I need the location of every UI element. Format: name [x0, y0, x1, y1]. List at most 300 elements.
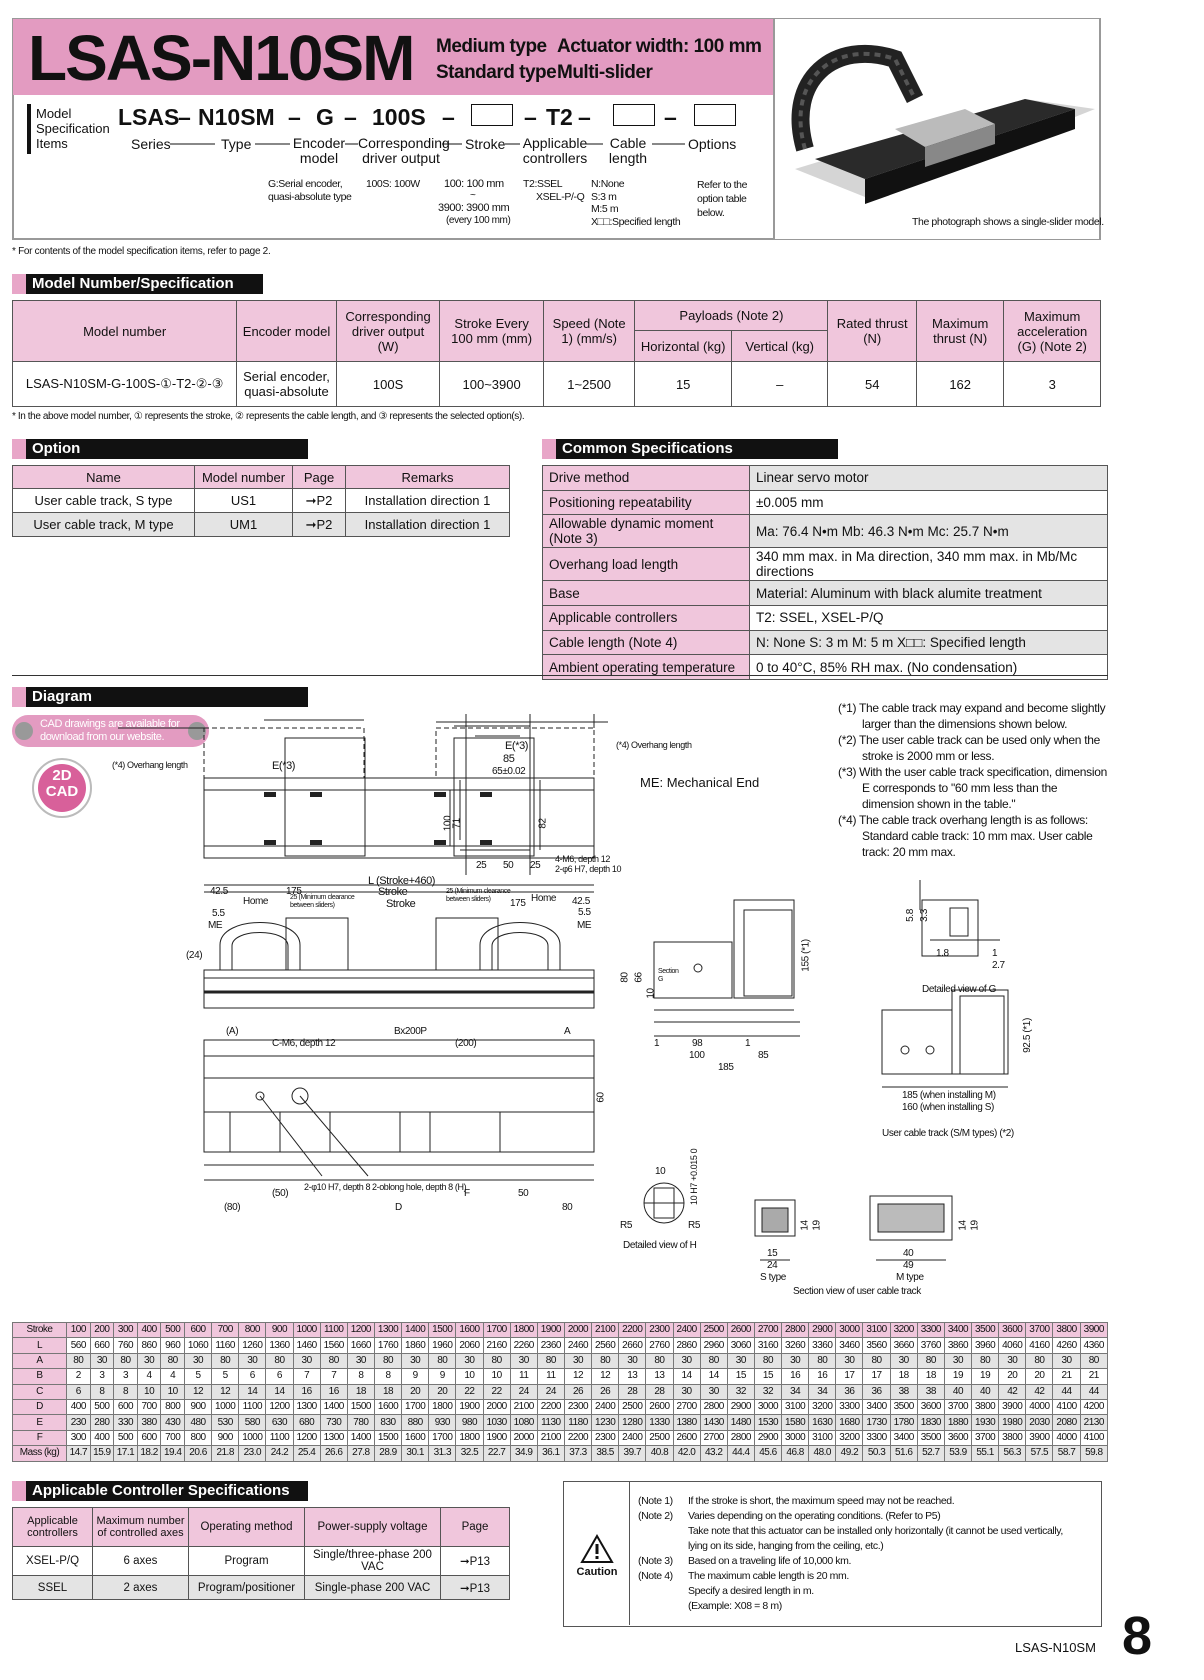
- cad-badge[interactable]: 2D CAD: [32, 758, 92, 818]
- stroke-table-cell: 3560: [863, 1338, 890, 1353]
- stroke-table-cell: 1700: [402, 1399, 429, 1414]
- stroke-table-cell: 22.7: [483, 1446, 510, 1461]
- stroke-table-cell: 42.0: [673, 1446, 700, 1461]
- stroke-table-cell: 3600: [917, 1399, 944, 1414]
- caution-notes: (Note 1) If the stroke is short, the maximum speed may not be reached. (Note 2) Varies depending on the operating conditions. (Refer to P5) Take note that this actuator can be installed only horizontally (it cannot be used vertically, lying on its side, hanging from the ceiling, etc.) (Note 3) Based on a traveling life of 10,000 km. (Note 4) The maximum cable length is 20 mm. Specify a desired length in m. (Example: X08 = 8 m): [638, 1495, 1063, 1612]
- stroke-table-cell: 2760: [646, 1338, 673, 1353]
- stroke-table-cell: 500: [161, 1323, 185, 1338]
- stroke-table-cell: 3600: [999, 1323, 1026, 1338]
- stroke-table-cell: 3900: [1080, 1323, 1107, 1338]
- stroke-table-cell: 960: [161, 1338, 185, 1353]
- stroke-table-cell: 800: [161, 1399, 185, 1414]
- stroke-table-row: [13, 1446, 1108, 1461]
- stroke-table-cell: 30: [293, 1353, 320, 1368]
- stroke-table-cell: 600: [184, 1323, 211, 1338]
- stroke-table-cell: 880: [402, 1415, 429, 1430]
- stroke-table-cell: 52.7: [917, 1446, 944, 1461]
- stroke-table-cell: 30: [673, 1353, 700, 1368]
- stroke-table-cell: 2100: [537, 1430, 564, 1445]
- stroke-table-cell: 26.6: [320, 1446, 347, 1461]
- stroke-table-cell: 2460: [564, 1338, 591, 1353]
- width-line1: Actuator width: 100 mm: [557, 36, 762, 57]
- stroke-table-cell: 16: [293, 1384, 320, 1399]
- stroke-table-cell: 30: [944, 1353, 971, 1368]
- stroke-table-cell: 45.6: [754, 1446, 781, 1461]
- stroke-table-cell: 1780: [890, 1415, 917, 1430]
- stroke-table-cell: 1600: [374, 1399, 401, 1414]
- stroke-table-cell: 30: [347, 1353, 374, 1368]
- stroke-table-cell: 12: [184, 1384, 211, 1399]
- controller-row: SSEL 2 axes Program/positioner Single-phase 200 VAC ➞P13: [13, 1576, 510, 1600]
- stroke-table-cell: 1400: [402, 1323, 429, 1338]
- stroke-table-cell: 1860: [402, 1338, 429, 1353]
- stroke-table-cell: 1600: [402, 1430, 429, 1445]
- stroke-table-cell: 3100: [809, 1430, 836, 1445]
- stroke-table-cell: 50.3: [863, 1446, 890, 1461]
- stroke-table-cell: 2600: [727, 1323, 754, 1338]
- stroke-table-cell: 4160: [1026, 1338, 1053, 1353]
- stroke-table-row: [13, 1369, 1108, 1384]
- stroke-table-cell: 2500: [619, 1399, 646, 1414]
- stroke-table-cell: 3000: [836, 1323, 863, 1338]
- stroke-table-cell: 30: [90, 1353, 114, 1368]
- stroke-table-cell: 30: [999, 1353, 1026, 1368]
- stroke-table-cell: 43.2: [700, 1446, 727, 1461]
- stroke-table-cell: 11: [510, 1369, 537, 1384]
- stroke-table-cell: 3200: [809, 1399, 836, 1414]
- stroke-table-cell: 1900: [456, 1399, 483, 1414]
- stroke-table-cell: 13: [619, 1369, 646, 1384]
- stroke-table-cell: 1200: [347, 1323, 374, 1338]
- stroke-table-cell: 1900: [537, 1323, 564, 1338]
- stroke-table-cell: 34: [809, 1384, 836, 1399]
- stroke-table-cell: 30: [184, 1353, 211, 1368]
- cad-download-banner[interactable]: CAD drawings are available for download from our website.: [12, 715, 209, 747]
- stroke-table-cell: 1530: [754, 1415, 781, 1430]
- stroke-table-cell: 10: [483, 1369, 510, 1384]
- page-link[interactable]: ➞P13: [441, 1547, 510, 1576]
- stroke-table-cell: 32.5: [456, 1446, 483, 1461]
- stroke-table-cell: 58.7: [1053, 1446, 1080, 1461]
- stroke-table-cell: 400: [137, 1323, 161, 1338]
- stroke-table-cell: 1060: [184, 1338, 211, 1353]
- stroke-table-cell: 860: [137, 1338, 161, 1353]
- stroke-table-header-cell: F: [13, 1430, 67, 1445]
- encoder-note: G:Serial encoder, quasi-absolute type: [268, 178, 352, 203]
- stroke-table-cell: 600: [114, 1399, 138, 1414]
- stroke-table-cell: 4000: [1026, 1399, 1053, 1414]
- spec-table: Model number Encoder model Corresponding driver output (W) Stroke Every 100 mm (mm) Speed (Note 1) (mm/s) Payloads (Note 2) Rated thrust (N) Maximum thrust (N) Maximum acceleration (G) (Note 2) Horizontal (kg) Vertical (kg) LSAS-N10SM-G-100S-①-T2-②-③ Serial encoder, quasi-absolute 100S 100~3900 1~2500 15 – 54 162 3: [12, 300, 1101, 407]
- stroke-table-cell: 800: [184, 1430, 211, 1445]
- stroke-table-cell: 600: [137, 1430, 161, 1445]
- stroke-table-cell: 700: [212, 1323, 239, 1338]
- stroke-table-cell: 10: [456, 1369, 483, 1384]
- model-title: LSAS-N10SM: [28, 22, 414, 94]
- stroke-table-cell: 2000: [564, 1323, 591, 1338]
- stroke-table-cell: 10: [161, 1384, 185, 1399]
- stroke-table-cell: 2400: [619, 1430, 646, 1445]
- stroke-table-cell: 38: [917, 1384, 944, 1399]
- stroke-table-cell: 1800: [429, 1399, 456, 1414]
- stroke-table-cell: 34.9: [510, 1446, 537, 1461]
- stroke-table-cell: 27.8: [347, 1446, 374, 1461]
- stroke-table-cell: 2860: [673, 1338, 700, 1353]
- stroke-table-cell: 51.6: [890, 1446, 917, 1461]
- stroke-table-cell: 30: [673, 1384, 700, 1399]
- stroke-table-cell: 1030: [483, 1415, 510, 1430]
- stroke-table-cell: 1000: [212, 1399, 239, 1414]
- page-link[interactable]: ➞P13: [441, 1576, 510, 1600]
- stroke-table-cell: 14.7: [67, 1446, 91, 1461]
- stroke-table-cell: 400: [90, 1430, 114, 1445]
- stroke-table-cell: 80: [1026, 1353, 1053, 1368]
- stroke-table-cell: 3700: [1026, 1323, 1053, 1338]
- stroke-table-cell: 16: [320, 1384, 347, 1399]
- stroke-table-cell: 3260: [782, 1338, 809, 1353]
- stroke-table-cell: 830: [374, 1415, 401, 1430]
- spec-max-thrust: 162: [916, 362, 1003, 407]
- spec-model: LSAS-N10SM-G-100S-①-T2-②-③: [13, 362, 237, 407]
- stroke-table-cell: 3460: [836, 1338, 863, 1353]
- stroke-table-cell: 3600: [944, 1430, 971, 1445]
- stroke-table-cell: 49.2: [836, 1446, 863, 1461]
- stroke-table-cell: 2600: [673, 1430, 700, 1445]
- stroke-table-cell: 40: [944, 1384, 971, 1399]
- spec-stroke: 100~3900: [440, 362, 544, 407]
- stroke-table-cell: 3900: [1026, 1430, 1053, 1445]
- stroke-table-cell: 14: [673, 1369, 700, 1384]
- stroke-table-cell: 59.8: [1080, 1446, 1107, 1461]
- stroke-table-cell: 13: [646, 1369, 673, 1384]
- stroke-table-cell: 2800: [727, 1430, 754, 1445]
- stroke-table-cell: 280: [90, 1415, 114, 1430]
- stroke-table-cell: 8: [347, 1369, 374, 1384]
- stroke-table-cell: 1980: [999, 1415, 1026, 1430]
- stroke-table-cell: 100: [67, 1323, 91, 1338]
- stroke-table-cell: 1560: [320, 1338, 347, 1353]
- stroke-table-cell: 30.1: [402, 1446, 429, 1461]
- stroke-table-cell: 53.9: [944, 1446, 971, 1461]
- stroke-table-cell: 2: [67, 1369, 91, 1384]
- stroke-table-row: [13, 1323, 1108, 1338]
- stroke-table-cell: 1180: [564, 1415, 591, 1430]
- stroke-table-cell: 6: [67, 1384, 91, 1399]
- stroke-table-row: [13, 1430, 1108, 1445]
- stroke-table-cell: 2080: [1053, 1415, 1080, 1430]
- stroke-table-cell: 5: [212, 1369, 239, 1384]
- stroke-table-cell: 1230: [592, 1415, 619, 1430]
- stroke-table-cell: 21.8: [212, 1446, 239, 1461]
- stroke-table-cell: 44: [1080, 1384, 1107, 1399]
- stroke-table-cell: 30: [890, 1353, 917, 1368]
- stroke-table-cell: 480: [184, 1415, 211, 1430]
- stroke-table-cell: 300: [67, 1430, 91, 1445]
- stroke-table-cell: 4060: [999, 1338, 1026, 1353]
- stroke-table-cell: 80: [1080, 1353, 1107, 1368]
- stroke-table-cell: 2800: [700, 1399, 727, 1414]
- stroke-table-cell: 15: [727, 1369, 754, 1384]
- stroke-table-cell: 660: [90, 1338, 114, 1353]
- stroke-table-cell: 80: [537, 1353, 564, 1368]
- stroke-table-cell: 680: [293, 1415, 320, 1430]
- stroke-table-cell: 20: [1026, 1369, 1053, 1384]
- stroke-table-cell: 80: [374, 1353, 401, 1368]
- stroke-table-cell: 21: [1080, 1369, 1107, 1384]
- stroke-table-cell: 400: [67, 1399, 91, 1414]
- stroke-table-cell: 3100: [863, 1323, 890, 1338]
- stroke-table-cell: 330: [114, 1415, 138, 1430]
- stroke-table-cell: 8: [90, 1384, 114, 1399]
- section-model-number: Model Number/Specification: [12, 274, 263, 294]
- stroke-table-cell: 1900: [483, 1430, 510, 1445]
- stroke-table-cell: 36: [863, 1384, 890, 1399]
- stroke-table-cell: 1300: [374, 1323, 401, 1338]
- section-diagram: Diagram: [12, 687, 308, 707]
- stroke-table-cell: 18: [917, 1369, 944, 1384]
- stroke-table-cell: 3960: [972, 1338, 999, 1353]
- stroke-table-header-cell: Mass (kg): [13, 1446, 67, 1461]
- stroke-table-cell: 1380: [673, 1415, 700, 1430]
- stroke-table-cell: 26: [564, 1384, 591, 1399]
- stroke-table-cell: 30: [619, 1353, 646, 1368]
- stroke-table-cell: 2900: [809, 1323, 836, 1338]
- stroke-table-cell: 3500: [890, 1399, 917, 1414]
- stroke-table-cell: 9: [402, 1369, 429, 1384]
- stroke-table-cell: 80: [429, 1353, 456, 1368]
- stroke-table-cell: 2900: [754, 1430, 781, 1445]
- stroke-table-cell: 2700: [754, 1323, 781, 1338]
- stroke-table-cell: 4100: [1080, 1430, 1107, 1445]
- stroke-table-cell: 3660: [890, 1338, 917, 1353]
- stroke-table-cell: 2100: [592, 1323, 619, 1338]
- item-driver: Corresponding driver output: [358, 135, 450, 166]
- item-encoder: Encoder model: [292, 135, 346, 166]
- stroke-table-cell: 14: [266, 1384, 293, 1399]
- stroke-table-cell: 5: [184, 1369, 211, 1384]
- stroke-table-cell: 2130: [1080, 1415, 1107, 1430]
- item-type: Type: [221, 136, 252, 152]
- stroke-table-cell: 1130: [537, 1415, 564, 1430]
- stroke-table-cell: 3700: [944, 1399, 971, 1414]
- section-controller: Applicable Controller Specifications: [12, 1481, 308, 1501]
- stroke-table-cell: 20: [999, 1369, 1026, 1384]
- option-row: User cable track, M type UM1 ➞P2 Installation direction 1: [13, 513, 510, 537]
- stroke-table-cell: 18.2: [137, 1446, 161, 1461]
- stroke-table-cell: 18: [890, 1369, 917, 1384]
- stroke-table-cell: 1580: [782, 1415, 809, 1430]
- stroke-table-cell: 430: [161, 1415, 185, 1430]
- stroke-table-cell: 12: [212, 1384, 239, 1399]
- stroke-table-cell: 300: [114, 1323, 138, 1338]
- stroke-table-row: [13, 1384, 1108, 1399]
- item-series: Series: [131, 136, 171, 152]
- cable-note-4: X□□:Specified length: [591, 216, 681, 228]
- stroke-table-cell: 48.0: [809, 1446, 836, 1461]
- stroke-table-cell: 18: [374, 1384, 401, 1399]
- item-stroke: Stroke: [465, 136, 506, 152]
- stroke-table-cell: 3500: [972, 1323, 999, 1338]
- stroke-table-header-cell: E: [13, 1415, 67, 1430]
- stroke-table-cell: 17: [836, 1369, 863, 1384]
- stroke-table-header-cell: A: [13, 1353, 67, 1368]
- stroke-table-cell: 16: [782, 1369, 809, 1384]
- stroke-table-cell: 4000: [1053, 1430, 1080, 1445]
- stroke-table-cell: 19: [944, 1369, 971, 1384]
- page-link[interactable]: ➞P2: [293, 489, 346, 513]
- stroke-table-cell: 780: [347, 1415, 374, 1430]
- stroke-table-cell: 17: [863, 1369, 890, 1384]
- stroke-table-cell: 19: [972, 1369, 999, 1384]
- stroke-table-cell: 12: [592, 1369, 619, 1384]
- stroke-table-cell: 30: [456, 1353, 483, 1368]
- type-line1: Medium type: [436, 36, 547, 57]
- stroke-table-cell: 580: [239, 1415, 266, 1430]
- stroke-table-cell: 40.8: [646, 1446, 673, 1461]
- stroke-table-cell: 11: [537, 1369, 564, 1384]
- controller-table: Applicable controllers Maximum number of controlled axes Operating method Power-supply voltage Page XSEL-P/Q 6 axes Program Single/three-phase 200 VAC ➞P13 SSEL 2 axes Program/positioner Single-phase 200 VAC ➞P13: [12, 1507, 510, 1600]
- stroke-table-cell: 24: [510, 1384, 537, 1399]
- stroke-table-cell: 1700: [483, 1323, 510, 1338]
- spec-table-footnote: * In the above model number, ① represents the stroke, ② represents the cable length, and ③ represents the selected option(s).: [12, 411, 525, 422]
- stroke-table-cell: 3900: [999, 1399, 1026, 1414]
- stroke-table-cell: 500: [114, 1430, 138, 1445]
- stroke-table-cell: 1960: [429, 1338, 456, 1353]
- divider: [12, 675, 1108, 676]
- stroke-table-cell: 2200: [537, 1399, 564, 1414]
- stroke-table-cell: 80: [266, 1353, 293, 1368]
- stroke-table-cell: 4200: [1080, 1399, 1107, 1414]
- stroke-note-3: 3900: 3900 mm: [438, 202, 510, 214]
- stroke-table-cell: 55.1: [972, 1446, 999, 1461]
- driver-note: 100S: 100W: [366, 178, 420, 190]
- stroke-table-cell: 80: [972, 1353, 999, 1368]
- stroke-table-cell: 1700: [429, 1430, 456, 1445]
- stroke-table-cell: 980: [456, 1415, 483, 1430]
- stroke-table-cell: 1300: [320, 1430, 347, 1445]
- stroke-table-cell: 30: [727, 1353, 754, 1368]
- section-common: Common Specifications: [542, 439, 838, 459]
- stroke-table-cell: 1400: [347, 1430, 374, 1445]
- stroke-table-cell: 30: [782, 1353, 809, 1368]
- stroke-table-cell: 2200: [619, 1323, 646, 1338]
- stroke-table-cell: 26: [592, 1384, 619, 1399]
- stroke-table-cell: 2300: [592, 1430, 619, 1445]
- stroke-table-cell: 1500: [347, 1399, 374, 1414]
- spec-driver: 100S: [336, 362, 440, 407]
- stroke-table-cell: 560: [67, 1338, 91, 1353]
- stroke-table-cell: 700: [161, 1430, 185, 1445]
- stroke-table-cell: 1500: [374, 1430, 401, 1445]
- stroke-table-cell: 2100: [510, 1399, 537, 1414]
- stroke-table-cell: 30: [137, 1353, 161, 1368]
- controller-row: XSEL-P/Q 6 axes Program Single/three-phase 200 VAC ➞P13: [13, 1547, 510, 1576]
- stroke-table-cell: 46.8: [782, 1446, 809, 1461]
- stroke-table-header-cell: B: [13, 1369, 67, 1384]
- stroke-table-cell: 760: [114, 1338, 138, 1353]
- stroke-table-cell: 2300: [564, 1399, 591, 1414]
- stroke-table-cell: 1880: [944, 1415, 971, 1430]
- stroke-table-cell: 380: [137, 1415, 161, 1430]
- stroke-table-cell: 36.1: [537, 1446, 564, 1461]
- stroke-table-cell: 1760: [374, 1338, 401, 1353]
- stroke-table-cell: 8: [374, 1369, 401, 1384]
- stroke-table-cell: 1460: [293, 1338, 320, 1353]
- stroke-table-cell: 700: [137, 1399, 161, 1414]
- stroke-table-cell: 2800: [782, 1323, 809, 1338]
- stroke-table-cell: 20.6: [184, 1446, 211, 1461]
- stroke-table-cell: 9: [429, 1369, 456, 1384]
- stroke-table-cell: 3700: [972, 1430, 999, 1445]
- stroke-table-cell: 30: [1053, 1353, 1080, 1368]
- stroke-table-cell: 1800: [456, 1430, 483, 1445]
- stroke-table-cell: 21: [1053, 1369, 1080, 1384]
- stroke-table-cell: 900: [184, 1399, 211, 1414]
- stroke-table-cell: 30: [836, 1353, 863, 1368]
- stroke-table-cell: 3160: [754, 1338, 781, 1353]
- stroke-table-cell: 80: [700, 1353, 727, 1368]
- stroke-table-cell: 28.9: [374, 1446, 401, 1461]
- stroke-table-cell: 1080: [510, 1415, 537, 1430]
- stroke-table-cell: 31.3: [429, 1446, 456, 1461]
- spec-encoder: Serial encoder, quasi-absolute: [237, 362, 337, 407]
- caution-box: [563, 1481, 1102, 1627]
- stroke-table-cell: 2900: [727, 1399, 754, 1414]
- stroke-table-cell: 4360: [1080, 1338, 1107, 1353]
- stroke-table-cell: 25.4: [293, 1446, 320, 1461]
- stroke-table-cell: 200: [90, 1323, 114, 1338]
- stroke-table-cell: 800: [239, 1323, 266, 1338]
- stroke-table-cell: 1260: [239, 1338, 266, 1353]
- stroke-table-cell: 12: [564, 1369, 591, 1384]
- stroke-table-header-cell: Stroke: [13, 1323, 67, 1338]
- cable-note-3: M:5 m: [591, 203, 619, 215]
- stroke-table-cell: 42: [999, 1384, 1026, 1399]
- stroke-table-cell: 3000: [782, 1430, 809, 1445]
- stroke-table-cell: 1360: [266, 1338, 293, 1353]
- stroke-table-cell: 1280: [619, 1415, 646, 1430]
- type-line2: Standard type: [436, 62, 557, 83]
- stroke-table-cell: 80: [161, 1353, 185, 1368]
- footer-model: LSAS-N10SM: [1015, 1640, 1096, 1655]
- stroke-table-cell: 4100: [1053, 1399, 1080, 1414]
- stroke-table-cell: 1930: [972, 1415, 999, 1430]
- spec-footnote: * For contents of the model specification items, refer to page 2.: [12, 246, 271, 257]
- stroke-table-cell: 3500: [917, 1430, 944, 1445]
- item-options: Options: [688, 136, 737, 152]
- spec-rated: 54: [828, 362, 916, 407]
- stroke-table-cell: 22: [483, 1384, 510, 1399]
- page-number: 8: [1122, 1606, 1153, 1666]
- stroke-table-cell: 10: [137, 1384, 161, 1399]
- stroke-table-cell: 230: [67, 1415, 91, 1430]
- stroke-table-cell: 80: [646, 1353, 673, 1368]
- stroke-table-cell: 2360: [537, 1338, 564, 1353]
- stroke-table-cell: 2400: [592, 1399, 619, 1414]
- stroke-table-cell: 30: [402, 1353, 429, 1368]
- stroke-table-cell: 3300: [836, 1399, 863, 1414]
- stroke-table-cell: 1830: [917, 1415, 944, 1430]
- width-line2: Multi-slider: [557, 62, 653, 83]
- stroke-table-cell: 80: [320, 1353, 347, 1368]
- stroke-table-cell: 34: [782, 1384, 809, 1399]
- stroke-table-cell: 4: [161, 1369, 185, 1384]
- stroke-table-cell: 15: [754, 1369, 781, 1384]
- stroke-table-cell: 2560: [592, 1338, 619, 1353]
- stroke-table-cell: 2400: [673, 1323, 700, 1338]
- stroke-table-cell: 8: [114, 1384, 138, 1399]
- page-link[interactable]: ➞P2: [293, 513, 346, 537]
- stroke-table-cell: 2500: [646, 1430, 673, 1445]
